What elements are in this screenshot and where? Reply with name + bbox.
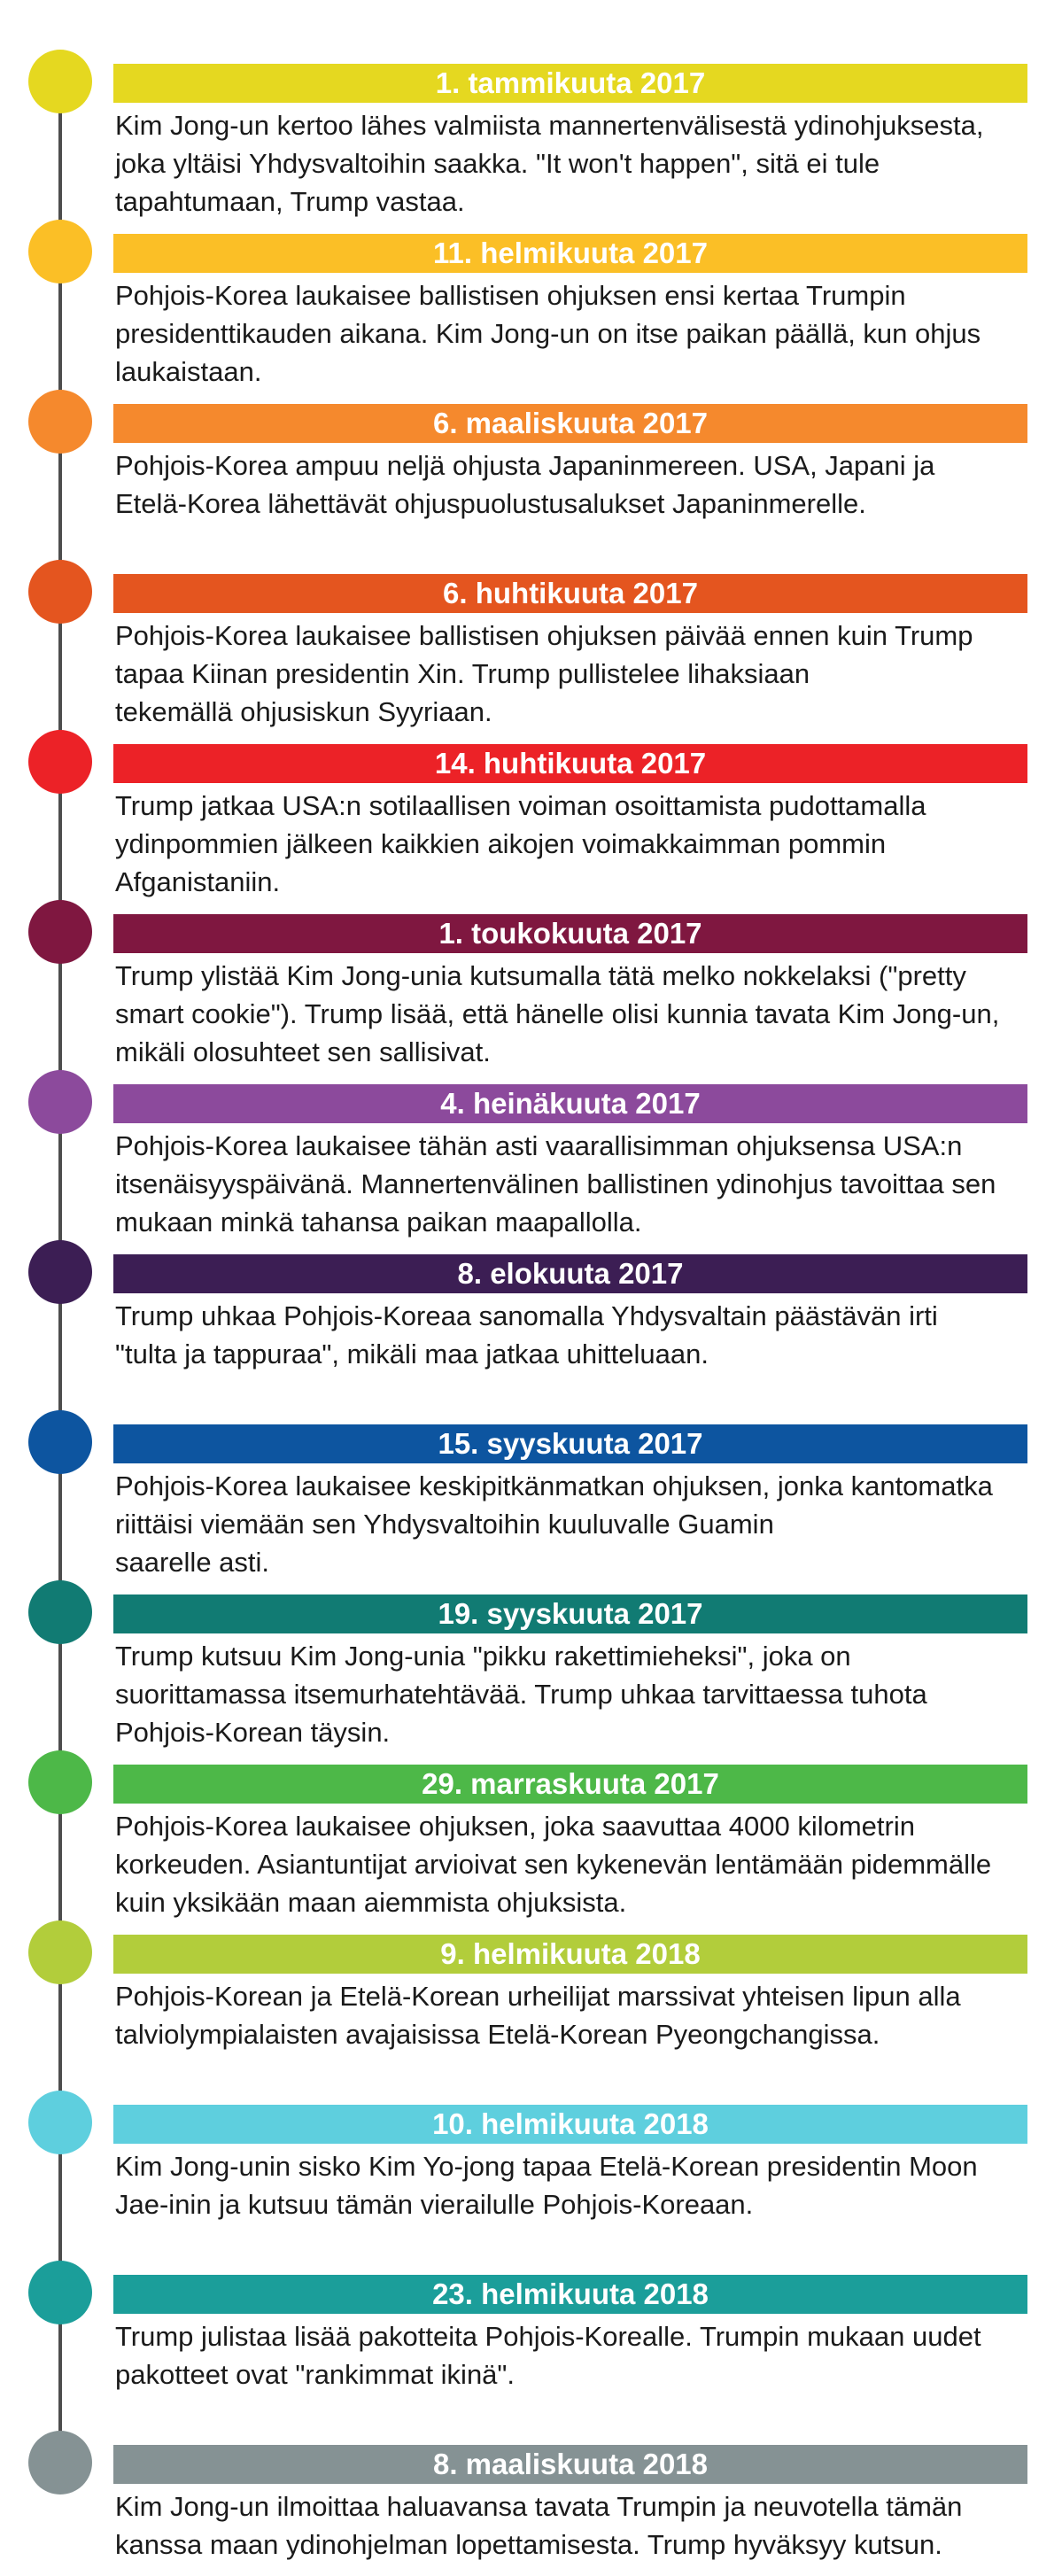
event-date-heading: 11. helmikuuta 2017 bbox=[113, 234, 1027, 273]
timeline-dot bbox=[28, 730, 92, 794]
event-description: Trump kutsuu Kim Jong-unia "pikku rakettimieheksi", joka on suorittamassa itsemurhatehtävää. Trump uhkaa tarvittaessa tuhota Pohjois-Korean täysin. bbox=[115, 1641, 927, 1748]
event-date-heading: 23. helmikuuta 2018 bbox=[113, 2275, 1027, 2314]
event-description: Kim Jong-un ilmoittaa haluavansa tavata Trumpin ja neuvotella tämän kanssa maan ydinohjelman lopettamisesta. Trump hyväksyy kutsun. bbox=[115, 2491, 963, 2560]
timeline-dot bbox=[28, 1410, 92, 1474]
timeline-dot bbox=[28, 2261, 92, 2324]
event-description: Trump uhkaa Pohjois-Koreaa sanomalla Yhdysvaltain päästävän irti "tulta ja tappuraa", mikäli maa jatkaa uhitteluaan. bbox=[115, 1300, 938, 1369]
event-date-heading: 19. syyskuuta 2017 bbox=[113, 1594, 1027, 1633]
event-date-heading: 1. tammikuuta 2017 bbox=[113, 64, 1027, 103]
timeline-dot bbox=[28, 220, 92, 283]
event-date-heading: 4. heinäkuuta 2017 bbox=[113, 1084, 1027, 1123]
event-date-heading: 8. elokuuta 2017 bbox=[113, 1254, 1027, 1293]
event-description: Pohjois-Korea laukaisee ballistisen ohjuksen päivää ennen kuin Trump tapaa Kiinan presidentin Xin. Trump pullistelee lihaksiaan tekemällä ohjusiskun Syyriaan. bbox=[115, 620, 973, 727]
timeline-dot bbox=[28, 390, 92, 454]
event-description: Kim Jong-unin sisko Kim Yo-jong tapaa Etelä-Korean presidentin Moon Jae-inin ja kutsuu tämän vierailulle Pohjois-Koreaan. bbox=[115, 2151, 978, 2220]
timeline-dot bbox=[28, 1240, 92, 1304]
event-date-heading: 14. huhtikuuta 2017 bbox=[113, 744, 1027, 783]
event-date-heading: 8. maaliskuuta 2018 bbox=[113, 2445, 1027, 2484]
timeline-dot bbox=[28, 1070, 92, 1134]
event-description: Pohjois-Korea ampuu neljä ohjusta Japaninmereen. USA, Japani ja Etelä-Korea lähettävät ohjuspuolustusalukset Japaninmerelle. bbox=[115, 450, 935, 519]
event-description: Pohjois-Korean ja Etelä-Korean urheilijat marssivat yhteisen lipun alla talviolympialaisten avajaisissa Etelä-Korean Pyeongchangissa. bbox=[115, 1981, 961, 2050]
timeline-dot bbox=[28, 900, 92, 964]
event-date-heading: 6. maaliskuuta 2017 bbox=[113, 404, 1027, 443]
event-description: Pohjois-Korea laukaisee keskipitkänmatkan ohjuksen, jonka kantomatka riittäisi viemään sen Yhdysvaltoihin kuuluvalle Guamin saarelle asti. bbox=[115, 1470, 993, 1578]
event-description: Trump ylistää Kim Jong-unia kutsumalla tätä melko nokkelaksi ("pretty smart cookie"). Trump lisää, että hänelle olisi kunnia tavata Kim Jong-un, mikäli olosuhteet sen sallisivat. bbox=[115, 960, 1000, 1067]
timeline-dot bbox=[28, 1750, 92, 1814]
event-description: Trump julistaa lisää pakotteita Pohjois-Korealle. Trumpin mukaan uudet pakotteet ovat "rankimmat ikinä". bbox=[115, 2321, 981, 2390]
event-description: Pohjois-Korea laukaisee ohjuksen, joka saavuttaa 4000 kilometrin korkeuden. Asiantuntijat arvioivat sen kykenevän lentämään pidemmälle kuin yksikään maan aiemmista ohjuksista. bbox=[115, 1811, 992, 1918]
event-description: Trump jatkaa USA:n sotilaallisen voiman osoittamista pudottamalla ydinpommien jälkeen kaikkien aikojen voimakkaimman pommin Afganistaniin. bbox=[115, 790, 926, 897]
event-date-heading: 1. toukokuuta 2017 bbox=[113, 914, 1027, 953]
event-date-heading: 29. marraskuuta 2017 bbox=[113, 1765, 1027, 1804]
event-description: Pohjois-Korea laukaisee tähän asti vaarallisimman ohjuksensa USA:n itsenäisyyspäivänä. Mannertenvälinen ballistinen ydinohjus tavoittaa sen mukaan minkä tahansa paikan maapallolla. bbox=[115, 1130, 996, 1238]
event-date-heading: 6. huhtikuuta 2017 bbox=[113, 574, 1027, 613]
timeline-dot bbox=[28, 50, 92, 113]
timeline-dot bbox=[28, 2091, 92, 2154]
event-description: Kim Jong-un kertoo lähes valmiista mannertenvälisestä ydinohjuksesta, joka yltäisi Yhdysvaltoihin saakka. "It won't happen", sitä ei tule tapahtumaan, Trump vastaa. bbox=[115, 110, 984, 217]
event-date-heading: 10. helmikuuta 2018 bbox=[113, 2105, 1027, 2144]
timeline-dot bbox=[28, 1580, 92, 1644]
timeline-dot bbox=[28, 1920, 92, 1984]
timeline-dot bbox=[28, 2431, 92, 2495]
timeline-dot bbox=[28, 560, 92, 624]
event-date-heading: 9. helmikuuta 2018 bbox=[113, 1935, 1027, 1974]
event-date-heading: 15. syyskuuta 2017 bbox=[113, 1424, 1027, 1463]
event-description: Pohjois-Korea laukaisee ballistisen ohjuksen ensi kertaa Trumpin presidenttikauden aikana. Kim Jong-un on itse paikan päällä, kun ohjus laukaistaan. bbox=[115, 280, 981, 387]
